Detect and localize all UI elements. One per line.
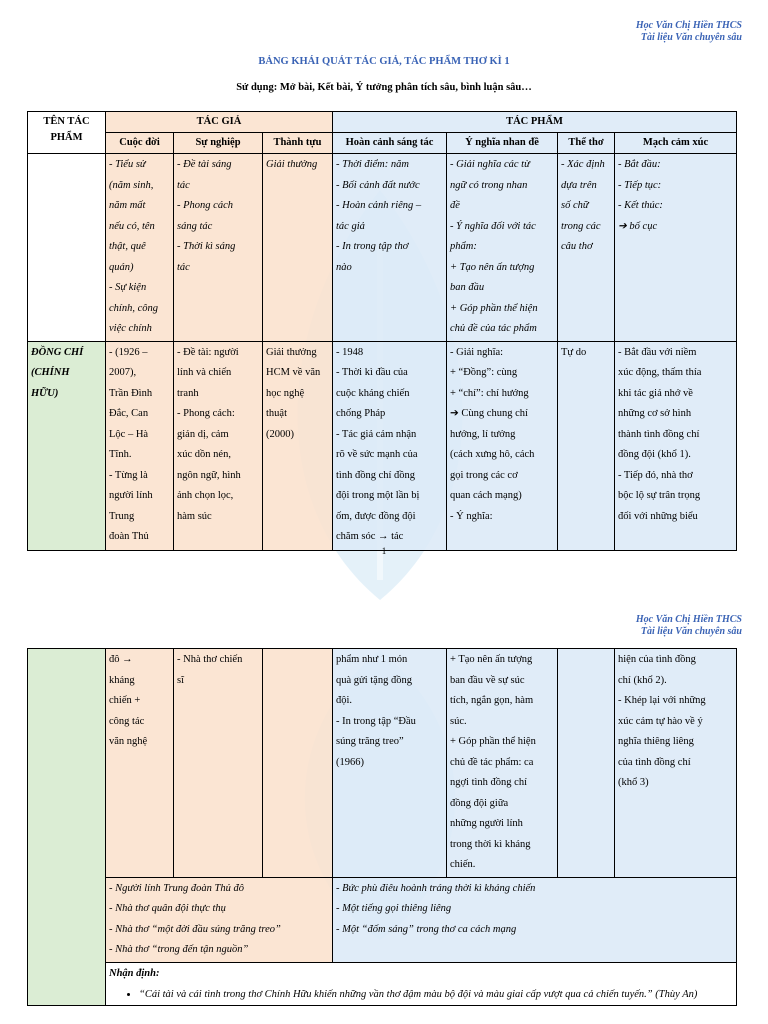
- cell-line: những người lính: [450, 818, 523, 829]
- cell-line: sĩ: [177, 674, 185, 686]
- cell-line: ➔ bố cục: [618, 220, 658, 232]
- cell-line: - Tiếp tục:: [618, 179, 662, 191]
- dong-chi-mach-cam-xuc: [615, 341, 737, 550]
- epithets-row: [28, 877, 737, 962]
- cell-line: - Đề tài: người: [177, 346, 239, 358]
- work-name-continuation: [28, 649, 106, 1006]
- header-y-nghia: Ý nghĩa nhan đề: [447, 133, 558, 154]
- cell-line: đồng đội (khổ 1).: [618, 449, 691, 460]
- cell-line: tình đồng chí đồng: [336, 469, 416, 481]
- cell-line: chăm sóc → tác: [336, 531, 404, 542]
- cell-line: + Tạo nên ấn tượng: [450, 654, 533, 665]
- cell-line: chính, công: [109, 302, 158, 314]
- nhan-dinh-cell: [106, 962, 737, 1005]
- cont-su-nghiep: [174, 649, 263, 878]
- cell-line: - Tiểu sử: [109, 159, 146, 170]
- document-title: BẢNG KHÁI QUÁT TÁC GIẢ, TÁC PHẨM THƠ KÌ 1: [258, 56, 510, 67]
- dong-chi-hoan-canh: [333, 341, 447, 550]
- cell-line: Trung: [109, 510, 135, 522]
- cell-line: thành tình đồng chí: [618, 428, 700, 440]
- nhan-dinh-row: [28, 962, 737, 1005]
- cell-line: - Hoàn cảnh riêng –: [336, 200, 422, 211]
- cell-line: đồng đội giữa: [450, 797, 509, 809]
- nhan-dinh-list: [109, 985, 733, 1004]
- cell-line: Đắc, Can: [109, 408, 149, 419]
- cell-line: súc.: [450, 715, 467, 727]
- cell-line: (năm sinh,: [109, 179, 154, 191]
- cell-line: đội trong một lần bị: [336, 490, 420, 501]
- cell-line: - Thời kì sáng: [177, 241, 236, 252]
- cell-line: Tự do: [561, 346, 587, 358]
- cell-line: đoàn Thủ: [109, 531, 149, 542]
- continuation-row: [28, 649, 737, 878]
- cell-line: - Thời kì đầu của: [336, 367, 408, 378]
- cell-line: - Ý nghĩa đối với tác: [450, 220, 536, 232]
- document-subtitle: Sử dụng: Mở bài, Kết bài, Ý tưởng phân tích sâu, bình luận sâu…: [236, 82, 532, 93]
- cell-line: - Nhà thơ “trong đến tận nguồn”: [109, 944, 249, 955]
- cell-line: - Sự kiện: [109, 282, 147, 293]
- cell-line: - Tác giả cảm nhận: [336, 428, 417, 440]
- cell-line: trong các: [561, 220, 601, 232]
- cell-line: ngợi tình đồng chí: [450, 777, 528, 788]
- cell-line: - Nhà thơ “một đời đầu súng trăng treo”: [109, 923, 281, 935]
- cell-line: (2000): [266, 428, 294, 440]
- header-thanh-tuu: Thành tựu: [263, 133, 333, 154]
- cell-line: nghĩa thiêng liêng: [618, 736, 694, 747]
- cell-line: ban đầu về sự súc: [450, 674, 525, 686]
- cell-line: - Bức phù điêu hoành tráng thời kì kháng chiến: [336, 882, 536, 894]
- cell-line: dựa trên: [561, 179, 597, 191]
- cell-line: nào: [336, 261, 352, 273]
- cell-line: hiện của tình đồng: [618, 654, 696, 665]
- cell-line: ➔ Cùng chung chí: [450, 408, 528, 419]
- cell-line: quan cách mạng): [450, 490, 522, 501]
- cell-line: chống Pháp: [336, 408, 386, 419]
- header-row-2: [28, 133, 737, 154]
- template-row: [28, 154, 737, 342]
- cell-line: gọi trong các cơ: [450, 469, 518, 481]
- template-the-tho: [558, 154, 615, 342]
- cell-line: học nghệ: [266, 387, 305, 399]
- cell-line: Giải thưởng: [266, 346, 317, 358]
- cont-hoan-canh: [333, 649, 447, 878]
- cell-line: + Góp phần thể hiện: [450, 302, 538, 314]
- cell-line: thật, quê: [109, 241, 146, 252]
- cell-line: xúc cảm tự hào về ý: [618, 715, 703, 727]
- brand-header-page-2: [636, 614, 742, 638]
- cell-line: - Xác định: [561, 159, 605, 170]
- header-tac-gia: TÁC GIẢ: [106, 112, 333, 133]
- nhan-dinh-label: Nhận định:: [109, 967, 160, 979]
- cell-line: chủ đề của tác phẩm: [450, 323, 537, 334]
- header-mach-cam-xuc: Mạch cảm xúc: [615, 133, 737, 154]
- cell-line: phẩm như 1 món: [336, 654, 408, 665]
- cell-line: chủ đề tác phẩm: ca: [450, 756, 534, 768]
- cell-line: Giải thưởng: [266, 159, 318, 170]
- cell-line: bộc lộ sự trân trọng: [618, 490, 701, 501]
- page-number: 1: [381, 546, 387, 556]
- cell-line: thuật: [266, 408, 287, 419]
- cell-line: câu thơ: [561, 241, 593, 252]
- cell-line: Lộc – Hà: [109, 428, 149, 440]
- author-epithets: [106, 877, 333, 962]
- cell-line: - Người lính Trung đoàn Thủ đô: [109, 882, 245, 894]
- cell-line: - Ý nghĩa:: [450, 510, 493, 522]
- cell-line: + Tạo nên ấn tượng: [450, 261, 535, 273]
- cell-line: chiến +: [109, 695, 141, 706]
- cell-line: - Nhà thơ chiến: [177, 654, 243, 665]
- cell-line: quà gửi tặng đồng: [336, 674, 412, 686]
- dong-chi-cuoc-doi: [106, 341, 174, 550]
- cell-line: - Khép lại với những: [618, 695, 706, 706]
- summary-table-page-2: [27, 648, 737, 1006]
- cell-line: rõ về sức mạnh của: [336, 449, 418, 460]
- cell-line: kháng: [109, 674, 135, 686]
- brand-line-2: Tài liệu Văn chuyên sâu: [640, 626, 742, 637]
- cell-line: (cách xưng hô, cách: [450, 449, 535, 460]
- dong-chi-y-nghia: [447, 341, 558, 550]
- cell-line: xúc dồn nén,: [177, 449, 231, 460]
- cont-mach-cam-xuc: [615, 649, 737, 878]
- cell-line: ngữ có trong nhan: [450, 179, 528, 191]
- cell-line: ban đầu: [450, 282, 485, 293]
- cell-line: người lính: [109, 490, 153, 501]
- template-name-cell: [28, 154, 106, 342]
- work-name-line-2: (CHÍNH: [31, 367, 70, 378]
- work-name-line-1: ĐỒNG CHÍ: [31, 346, 84, 358]
- cell-line: đô →: [109, 654, 133, 665]
- cell-line: tích, ngắn gọn, hàm: [450, 695, 534, 706]
- cell-line: - Thời điểm: năm: [336, 159, 409, 170]
- cell-line: - Một tiếng gọi thiêng liêng: [336, 903, 452, 914]
- template-su-nghiep: [174, 154, 263, 342]
- brand-header: [636, 20, 742, 44]
- header-tac-pham: TÁC PHẨM: [333, 112, 737, 133]
- cont-cuoc-doi: [106, 649, 174, 878]
- cell-line: - Tiếp đó, nhà thơ: [618, 469, 693, 481]
- header-the-tho: Thể thơ: [558, 133, 615, 154]
- dong-chi-row: [28, 341, 737, 550]
- header-su-nghiep: Sự nghiệp: [174, 133, 263, 154]
- cell-line: tác giả: [336, 220, 365, 232]
- template-hoan-canh: [333, 154, 447, 342]
- cell-line: - In trong tập thơ: [336, 241, 409, 252]
- cell-line: nếu có, tên: [109, 220, 155, 232]
- template-thanh-tuu: [263, 154, 333, 342]
- cell-line: quán): [109, 261, 134, 273]
- cell-line: ngôn ngữ, hình: [177, 469, 241, 481]
- work-epithets: [333, 877, 737, 962]
- cell-line: giản dị, cảm: [177, 428, 229, 440]
- cell-line: công tác: [109, 715, 145, 727]
- cell-line: - (1926 –: [109, 346, 148, 358]
- work-name-line-3: HỮU): [31, 387, 59, 399]
- cell-line: - 1948: [336, 346, 364, 358]
- header-cuoc-doi: Cuộc đời: [106, 133, 174, 154]
- dong-chi-su-nghiep: [174, 341, 263, 550]
- cont-the-tho: [558, 649, 615, 878]
- cell-line: văn nghệ: [109, 736, 148, 747]
- cell-line: ốm, được đồng đội: [336, 510, 416, 522]
- cell-line: + Góp phần thể hiện: [450, 736, 536, 747]
- cell-line: 2007),: [109, 367, 137, 378]
- cell-line: cuộc kháng chiến: [336, 387, 410, 399]
- cell-line: súng trăng treo”: [336, 736, 404, 747]
- cell-line: - Nhà thơ quân đội thực thụ: [109, 903, 226, 914]
- cell-line: - Đề tài sáng: [177, 159, 232, 170]
- cell-line: ảnh chọn lọc,: [177, 490, 234, 501]
- cell-line: lính và chiến: [177, 367, 232, 378]
- summary-table-page-1: [27, 111, 737, 551]
- cell-line: chiến.: [450, 859, 476, 870]
- cell-line: số chữ: [561, 200, 589, 211]
- cell-line: hàm súc: [177, 510, 212, 522]
- cell-line: đề: [450, 200, 460, 211]
- dong-chi-the-tho: [558, 341, 615, 550]
- cell-line: xúc động, thấm thía: [618, 367, 702, 378]
- cell-line: phẩm:: [450, 241, 477, 252]
- header-hoan-canh: Hoàn cảnh sáng tác: [333, 133, 447, 154]
- cell-line: - Giải nghĩa:: [450, 346, 504, 358]
- dong-chi-thanh-tuu: [263, 341, 333, 550]
- cell-line: năm mất: [109, 200, 146, 211]
- cell-line: của tình đồng chí: [618, 756, 691, 768]
- cell-line: đội.: [336, 695, 353, 706]
- cell-line: + “chí”: chí hướng: [450, 387, 529, 399]
- template-y-nghia: [447, 154, 558, 342]
- cell-line: - Bắt đầu:: [618, 159, 661, 170]
- cell-line: tác: [177, 261, 190, 273]
- cell-line: việc chính: [109, 323, 152, 334]
- cell-line: (1966): [336, 756, 364, 768]
- cont-thanh-tuu: [263, 649, 333, 878]
- cell-line: Tĩnh.: [109, 449, 132, 460]
- cell-line: - Bắt đầu với niềm: [618, 346, 697, 358]
- cell-line: - Bối cảnh đất nước: [336, 179, 420, 191]
- cell-line: - In trong tập “Đầu: [336, 715, 416, 727]
- cell-line: - Phong cách: [177, 200, 233, 211]
- cell-line: đối với những biểu: [618, 510, 698, 522]
- cell-line: sáng tác: [177, 220, 213, 232]
- cont-y-nghia: [447, 649, 558, 878]
- template-mach-cam-xuc: [615, 154, 737, 342]
- cell-line: tranh: [177, 387, 199, 399]
- cell-line: Trần Đình: [109, 387, 153, 399]
- nhan-dinh-item: • “Cái tài và cái tình trong thơ Chính Hữu khiến những vần thơ đậm màu bộ đội và màu giai cấp vượt qua cả chiến tuyến.” (Thùy An): [139, 985, 733, 1004]
- brand-line-2: Tài liệu Văn chuyên sâu: [640, 32, 742, 43]
- header-ten-tac-pham: TÊN TÁC PHẨM: [28, 112, 106, 154]
- header-row-1: [28, 112, 737, 133]
- cell-line: hướng, lí tưởng: [450, 428, 516, 440]
- cell-line: tác: [177, 179, 190, 191]
- cell-line: những cơ sở hình: [618, 408, 692, 419]
- brand-line-1: Học Văn Chị Hiền THCS: [635, 614, 742, 625]
- cell-line: khi tác giả nhớ về: [618, 387, 693, 399]
- cell-line: - Kết thúc:: [618, 200, 663, 211]
- cell-line: HCM về văn: [266, 367, 321, 378]
- cell-line: - Giải nghĩa các từ: [450, 159, 530, 170]
- template-cuoc-doi: [106, 154, 174, 342]
- cell-line: - Từng là: [109, 469, 148, 481]
- cell-line: trong thời kì kháng: [450, 838, 531, 850]
- cell-line: + “Đồng”: cùng: [450, 367, 518, 378]
- cell-line: chí (khổ 2).: [618, 674, 667, 686]
- cell-line: (khổ 3): [618, 777, 649, 788]
- work-name-dong-chi: [28, 341, 106, 550]
- brand-line-1: Học Văn Chị Hiền THCS: [635, 20, 742, 31]
- cell-line: - Một “đốm sáng” trong thơ ca cách mạng: [336, 923, 517, 935]
- cell-line: - Phong cách:: [177, 408, 235, 419]
